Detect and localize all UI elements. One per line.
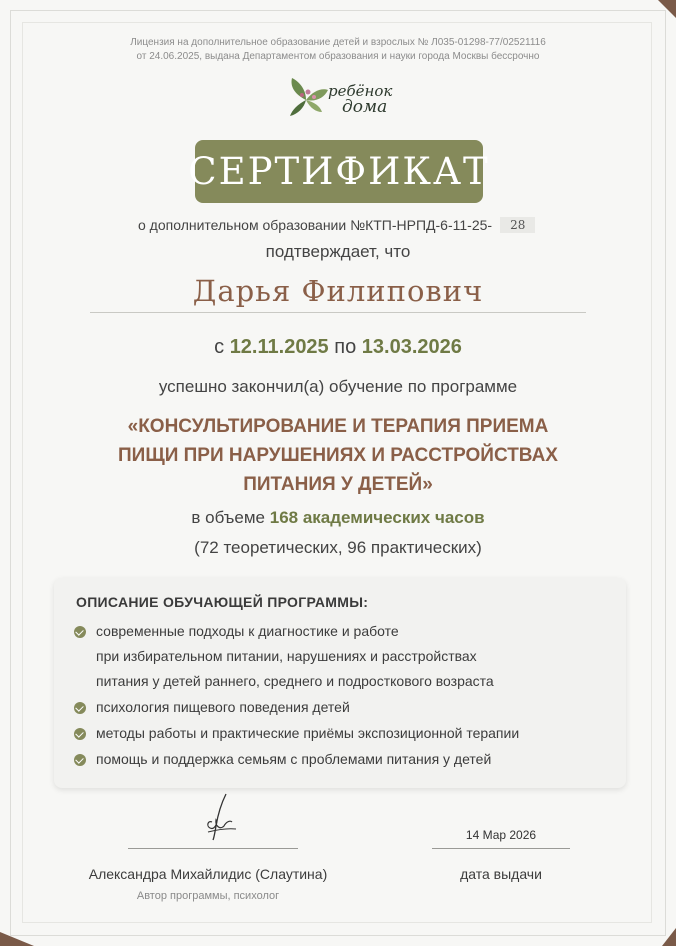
logo-text-line-1: ребёнок [328, 82, 393, 100]
program-title-line: ПИТАНИЯ У ДЕТЕЙ» [243, 474, 433, 495]
date-line [432, 848, 570, 849]
title-banner [188, 140, 490, 203]
author-role: Автор программы, психолог [136, 890, 280, 902]
issue-date-label: дата выдачи [460, 866, 542, 882]
education-number: 28 [500, 217, 535, 233]
volume-hours: 168 академических часов [269, 508, 485, 527]
period-from-date: 12.11.2025 [229, 336, 329, 358]
period-to-label: по [334, 336, 357, 358]
description-item-line: психология пищевого поведения детей [96, 699, 350, 715]
program-volume [0, 508, 676, 528]
name-underline [90, 312, 586, 313]
author-name: Александра Михайлидис (Слаутина) [88, 866, 328, 882]
program-title-line: ПИЩИ ПРИ НАРУШЕНИЯХ И РАССТРОЙСТВАХ [118, 445, 558, 466]
brand-logo [284, 70, 396, 122]
certificate-title: СЕРТИФИКАТ [188, 150, 490, 193]
license-line-1: Лицензия на дополнительное образование детей и взрослых № Л035-01298-77/02521116 [130, 37, 546, 48]
hours-breakdown: (72 теоретических, 96 практических) [194, 538, 482, 557]
description-item-line: при избирательном питании, нарушениях и расстройствах [96, 648, 477, 664]
completed-text: успешно закончил(а) обучение по программе [158, 377, 518, 396]
signature-line [128, 848, 298, 849]
education-label: о дополнительном образовании №КТП-НРПД-6-11-25- [138, 217, 493, 233]
signature-icon [196, 792, 242, 842]
program-title [90, 412, 586, 499]
confirms-text: подтверждает, что [265, 242, 411, 261]
description-item-line: питания у детей раннего, среднего и подросткового возраста [96, 673, 494, 689]
check-bullet-icon [74, 728, 86, 740]
description-item-line: современные подходы к диагностике и работе [96, 623, 399, 639]
period-from-label: с [214, 336, 225, 358]
check-bullet-icon [74, 702, 86, 714]
description-item-line: методы работы и практические приёмы экспозиционной терапии [96, 725, 520, 741]
issue-date: 14 Мар 2026 [465, 828, 537, 842]
program-description-card [54, 578, 626, 788]
check-bullet-icon [74, 626, 86, 638]
recipient-name: Дарья Филипович [192, 274, 484, 308]
description-item-line: помощь и поддержка семьям с проблемами питания у детей [96, 751, 492, 767]
description-title: ОПИСАНИЕ ОБУЧАЮЩЕЙ ПРОГРАММЫ: [76, 594, 369, 610]
education-document-row [138, 216, 535, 234]
study-period [0, 336, 676, 359]
logo-text-line-2: дома [342, 97, 388, 117]
license-line-2: от 24.06.2025, выдана Департаментом образования и науки города Москвы бессрочно [136, 51, 540, 62]
period-to-date: 13.03.2026 [361, 336, 462, 358]
volume-prefix: в объеме [191, 508, 265, 527]
check-bullet-icon [74, 754, 86, 766]
program-title-line: «КОНСУЛЬТИРОВАНИЕ И ТЕРАПИЯ ПРИЕМА [127, 416, 549, 437]
